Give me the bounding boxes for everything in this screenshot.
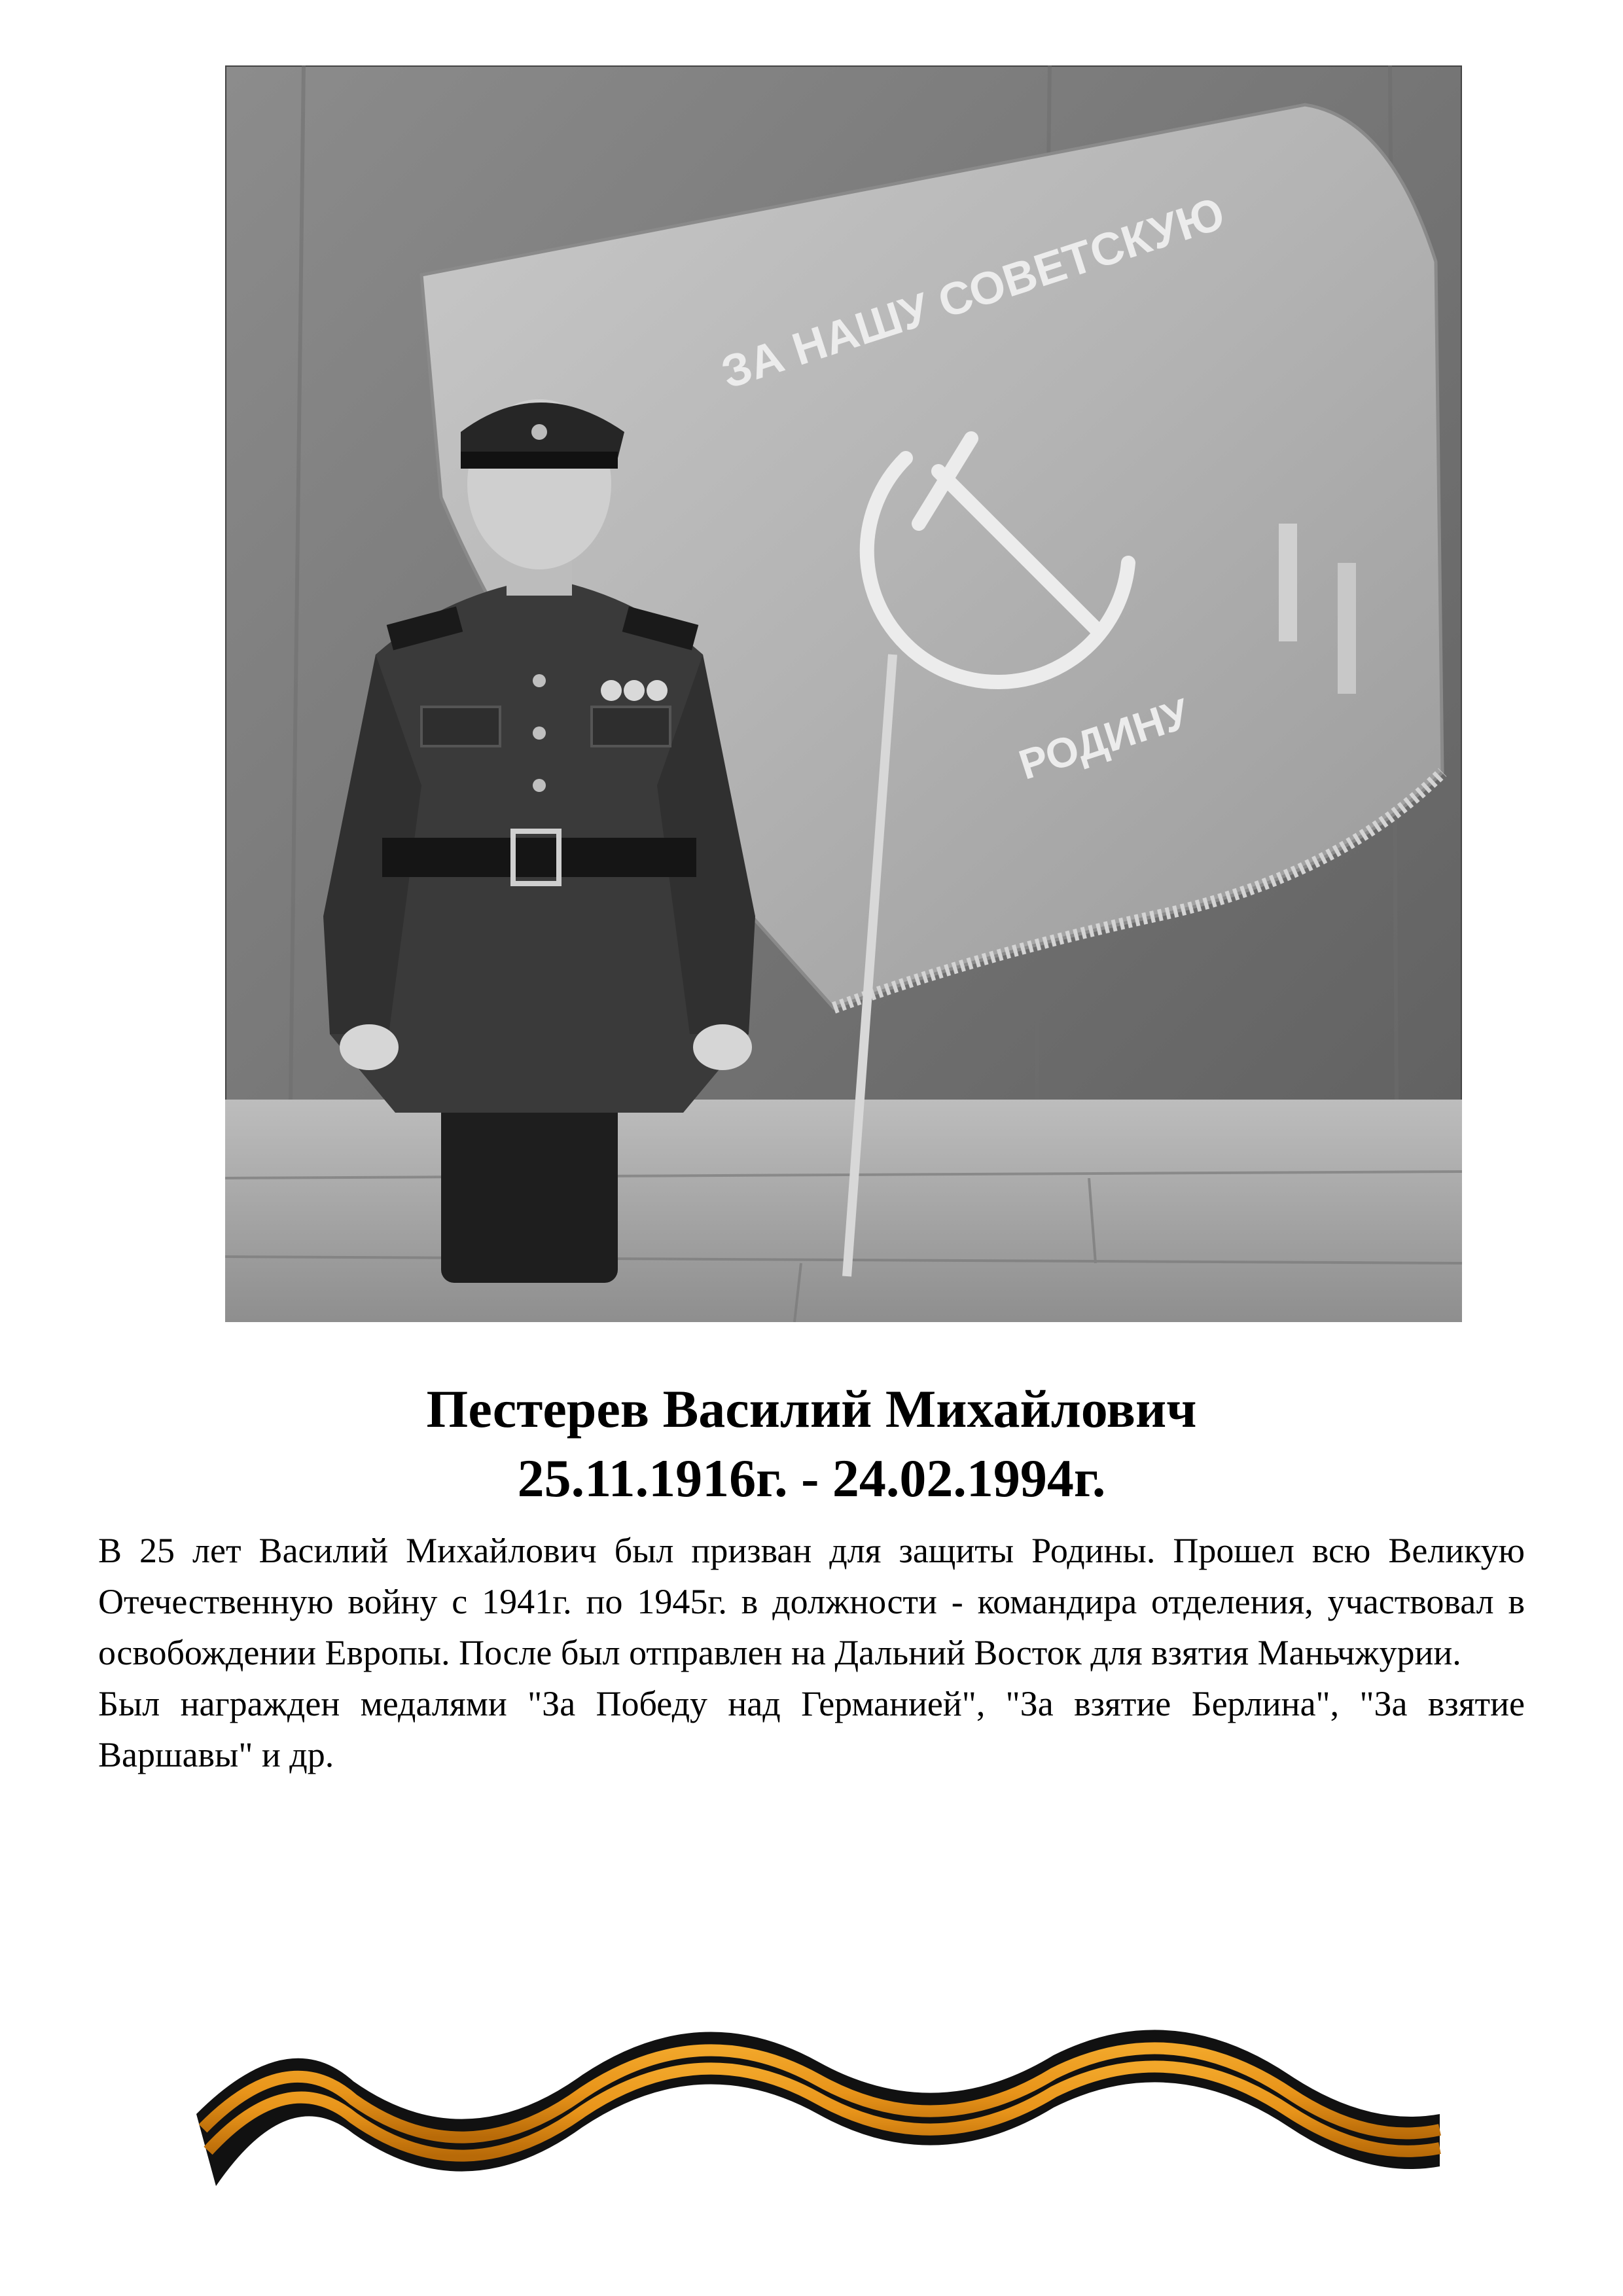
person-name: Пестерев Василий Михайлович xyxy=(426,1379,1197,1439)
banner-text-bottom: РОДИНУ xyxy=(1013,689,1195,789)
biography-paragraph: Был награжден медалями "За Победу над Германией", "За взятие Берлина", "За взятие Варшавы" и др. xyxy=(98,1684,1525,1774)
person-dates: 25.11.1916г. - 24.02.1994г. xyxy=(517,1448,1106,1508)
biography xyxy=(98,1525,1525,1780)
biography-paragraph: В 25 лет Василий Михайлович был призван для защиты Родины. Прошел всю Великую Отечественную войну с 1941г. по 1945г. в должности - командира отделения, участвовал в освобождении Европы. После был отправлен на Дальний Восток для взятия Маньчжурии. xyxy=(98,1531,1525,1672)
banner-text-top: ЗА НАШУ СОВЕТСКУЮ xyxy=(715,187,1231,399)
soldier-photo xyxy=(225,65,1462,1322)
person-heading xyxy=(0,1374,1623,1513)
st-george-ribbon-icon xyxy=(190,1983,1453,2193)
